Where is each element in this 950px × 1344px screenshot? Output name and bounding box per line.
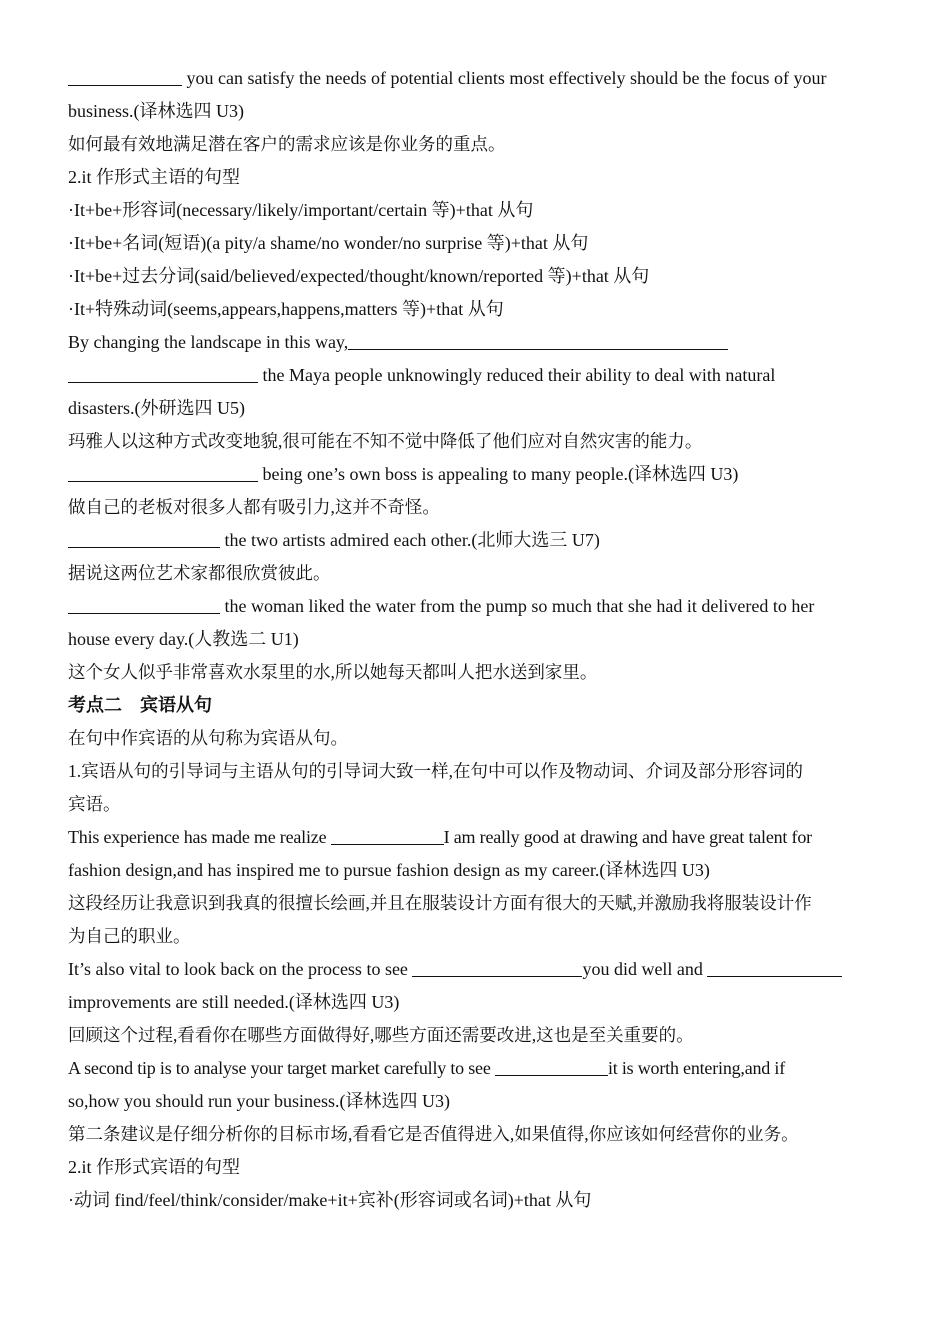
rule-line: 1.宾语从句的引导词与主语从句的引导词大致一样,在句中可以作及物动词、介词及部分形容词的 [68,761,803,781]
exercise-line [68,62,886,95]
source-line: business.(译林选四 U3) [68,101,244,121]
answer-blank[interactable] [68,596,220,614]
answer-blank[interactable] [331,827,444,845]
answer-blank[interactable] [68,464,258,482]
translation-line: 据说这两位艺术家都很欣赏彼此。 [68,563,331,583]
sentence-text: the two artists admired each other.(北师大选三 U7) [220,530,600,550]
exercise-line [68,1052,886,1085]
sentence-text: By changing the landscape in this way, [68,332,349,352]
translation-line: 回顾这个过程,看看你在哪些方面做得好,哪些方面还需要改进,这也是至关重要的。 [68,1025,694,1045]
sentence-text: you can satisfy the needs of potential clients most effectively should be the focus of your [182,68,827,88]
answer-blank[interactable] [68,365,258,383]
sentence-text: I am really good at drawing and have great talent for [443,827,812,847]
document-page [68,62,886,1217]
sentence-text: you did well and [582,959,708,979]
translation-line: 第二条建议是仔细分析你的目标市场,看看它是否值得进入,如果值得,你应该如何经营你的业务。 [68,1124,799,1144]
exercise-line [68,524,886,557]
exercise-line [68,326,886,359]
source-line: so,how you should run your business.(译林选四 U3) [68,1091,450,1111]
answer-blank[interactable] [68,68,182,86]
translation-line: 这段经历让我意识到我真的很擅长绘画,并且在服装设计方面有很大的天赋,并激励我将服装设计作 [68,893,812,913]
sentence-text: being one’s own boss is appealing to many people.(译林选四 U3) [258,464,739,484]
pattern-item: ·It+be+形容词(necessary/likely/important/certain 等)+that 从句 [68,200,534,220]
section-title: 考点二 宾语从句 [68,695,212,715]
answer-blank[interactable] [412,959,582,977]
source-line: fashion design,and has inspired me to pursue fashion design as my career.(译林选四 U3) [68,860,710,880]
pattern-item: ·动词 find/feel/think/consider/make+it+宾补(形容词或名词)+that 从句 [68,1190,592,1210]
sentence-text: the Maya people unknowingly reduced their ability to deal with natural [258,365,776,385]
answer-blank[interactable] [707,959,842,977]
source-line: improvements are still needed.(译林选四 U3) [68,992,400,1012]
source-line: disasters.(外研选四 U5) [68,398,245,418]
exercise-line [68,359,886,392]
section-heading: 2.it 作形式主语的句型 [68,167,241,187]
translation-line: 为自己的职业。 [68,926,191,946]
translation-line: 玛雅人以这种方式改变地貌,很可能在不知不觉中降低了他们应对自然灾害的能力。 [68,431,703,451]
answer-blank[interactable] [68,530,220,548]
sentence-text: It’s also vital to look back on the process to see [68,959,413,979]
exercise-line [68,953,886,986]
exercise-line [68,590,886,623]
sentence-text: This experience has made me realize [68,827,331,847]
exercise-line [68,458,886,491]
translation-line: 做自己的老板对很多人都有吸引力,这并不奇怪。 [68,497,440,517]
sentence-text: A second tip is to analyse your target market carefully to see [68,1058,495,1078]
sentence-text: it is worth entering,and if [607,1058,785,1078]
pattern-item: ·It+be+过去分词(said/believed/expected/thought/known/reported 等)+that 从句 [68,266,650,286]
pattern-item: ·It+特殊动词(seems,appears,happens,matters 等)+that 从句 [68,299,504,319]
answer-blank[interactable] [348,332,728,350]
answer-blank[interactable] [495,1058,608,1076]
rule-line: 宾语。 [68,794,121,814]
translation-line: 这个女人似乎非常喜欢水泵里的水,所以她每天都叫人把水送到家里。 [68,662,598,682]
section-heading: 2.it 作形式宾语的句型 [68,1157,241,1177]
sentence-text: the woman liked the water from the pump so much that she had it delivered to her [220,596,815,616]
exercise-line [68,821,886,854]
translation-line: 如何最有效地满足潜在客户的需求应该是你业务的重点。 [68,134,506,154]
definition-line: 在句中作宾语的从句称为宾语从句。 [68,728,348,748]
pattern-item: ·It+be+名词(短语)(a pity/a shame/no wonder/no surprise 等)+that 从句 [68,233,589,253]
source-line: house every day.(人教选二 U1) [68,629,299,649]
